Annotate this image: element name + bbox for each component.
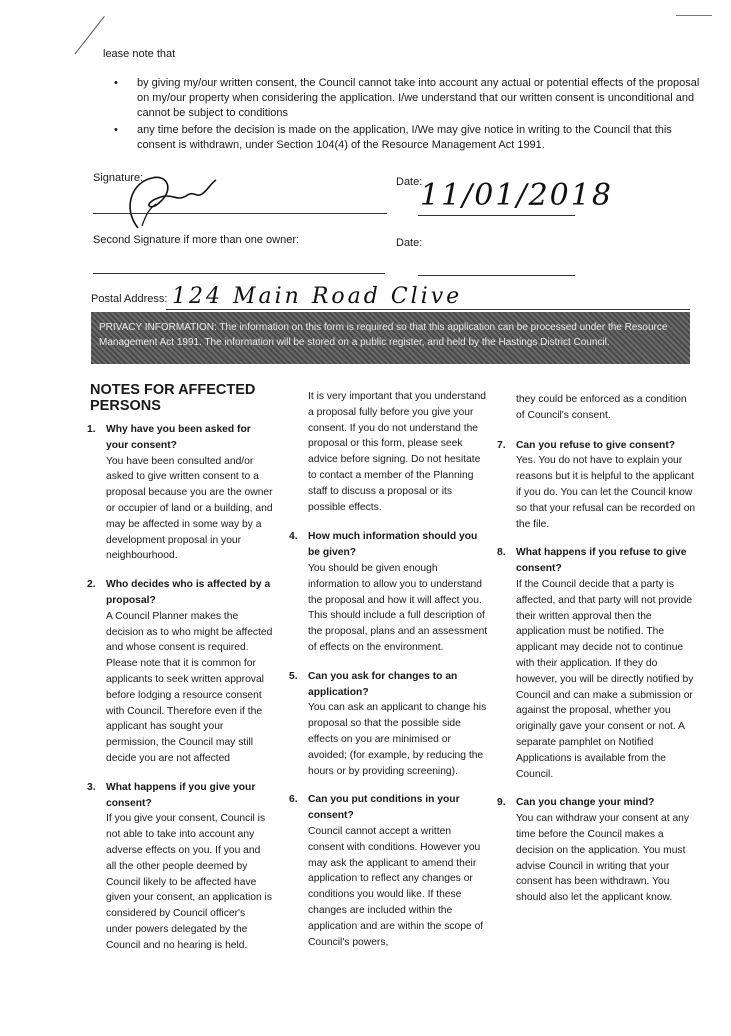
scan-line <box>676 15 712 16</box>
date-label: Date: <box>396 176 423 188</box>
postal-address-value: 124 Main Road Clive <box>172 284 463 309</box>
note-answer: You have been consulted and/or asked to give written consent to a proposal because you are the owner or occupier of land or a building, and may be affected in some way by a development proposal in your neighbourhood. <box>106 455 273 562</box>
note-item <box>87 577 273 767</box>
note-item <box>289 529 488 655</box>
consent-conditions-list <box>110 76 702 155</box>
note-number: 6. <box>289 794 298 806</box>
note-continuation: they could be enforced as a condition of Council's consent. <box>516 394 687 421</box>
note-question: Can you change your mind? <box>516 797 655 809</box>
note-answer: If you give your consent, Council is not able to take into account any adverse effects on you. If you and all the other people deemed by Council likely to be affected have given your consent, an application is considered by Council officer's under powers delegated by the Council and no hearing is held. <box>106 813 272 951</box>
privacy-banner <box>91 312 690 364</box>
scan-stroke <box>74 16 104 54</box>
note-item <box>87 780 273 954</box>
note-number: 7. <box>497 439 506 451</box>
consent-condition-item: • by giving my/our written consent, the Council cannot take into account any actual or potential effects of the proposal on my/our property when considering the application. I/we understand that our written consent is unconditional and cannot be subject to conditions <box>110 76 702 121</box>
note-number: 4. <box>289 531 298 543</box>
postal-address-line <box>166 309 690 310</box>
note-question: What happens if you refuse to give consent? <box>516 547 687 575</box>
note-item <box>289 669 488 780</box>
intro-text: lease note that <box>103 48 176 60</box>
signature-scribble <box>112 168 222 234</box>
privacy-text: The information on this form is required so that this application can be processed under the Resource Management Act 1991. The information will be stored on a public register, and held by the Hastings District Council. <box>99 322 668 348</box>
date-line <box>418 215 575 216</box>
notes-column-1 <box>87 382 273 967</box>
note-number: 8. <box>497 547 506 559</box>
note-question: How much information should you be given? <box>308 531 478 559</box>
notes-column-2 <box>289 389 488 963</box>
note-question: Can you ask for changes to an application? <box>308 670 458 698</box>
note-answer: You should be given enough information to allow you to understand the proposal and how it will affect you. This should include a full description of the proposal, plans and an assessment of effects on the environment. <box>308 562 488 653</box>
note-item <box>289 792 488 950</box>
note-item <box>497 795 696 906</box>
note-answer: Yes. You do not have to explain your reasons but it is helpful to the applicant if you do. You can let the Council know so that your refusal can be recorded on the file. <box>516 455 696 530</box>
note-question: What happens if you give your consent? <box>106 781 256 809</box>
notes-heading: NOTES FOR AFFECTED PERSONS <box>90 382 256 414</box>
note-number: 1. <box>87 424 96 435</box>
note-answer: You can withdraw your consent at any time before the Council makes a decision on the application. You must advise Council in writing that your consent has been withdrawn. You should also let the applicant know. <box>516 813 690 904</box>
second-signature-line <box>93 273 385 274</box>
note-question: Who decides who is affected by a proposal? <box>106 579 271 606</box>
note-answer: You can ask an applicant to change his proposal so that the possible side effects on you are minimised or avoided; (for example, by reducing the hours or by providing screening). <box>308 702 487 777</box>
signature-label: Signature: <box>93 172 144 184</box>
consent-condition-item: • any time before the decision is made on the application, I/We may give notice in writing to the Council that this consent is withdrawn, under Section 104(4) of the Resource Management Act 1991. <box>110 123 702 153</box>
note-number: 3. <box>87 781 96 793</box>
note-number: 9. <box>497 797 506 809</box>
second-date-label: Date: <box>396 237 423 249</box>
note-item <box>497 438 696 533</box>
note-number: 5. <box>289 670 298 682</box>
postal-address-label: Postal Address: <box>91 293 168 305</box>
note-item <box>497 545 696 782</box>
notes-column-3 <box>497 392 696 919</box>
note-continuation: It is very important that you understand a proposal fully before you give your consent. If you do not understand the proposal or this form, please seek advice before signing. Do not hesitate to contact a member of the Planning staff to discuss a proposal or its possible effects. <box>308 391 486 513</box>
note-question: Why have you been asked for your consent? <box>106 424 251 451</box>
privacy-title: PRIVACY INFORMATION: <box>99 322 217 333</box>
signature-line <box>93 213 387 214</box>
note-question: Can you refuse to give consent? <box>516 439 676 451</box>
note-answer: Council cannot accept a written consent with conditions. However you may ask the applicant to amend their application to reflect any changes or conditions you would like. If these changes are included within the application and are within the scope of Council's powers, <box>308 825 484 948</box>
note-answer: A Council Planner makes the decision as to who might be affected and whose consent is required. Please note that it is common for applicants to seek written approval before lodging a resource consent with Council. Therefore even if the applicant has sought your permission, the Council may still decide you are not affected <box>106 610 273 764</box>
note-number: 2. <box>87 579 96 591</box>
second-date-line <box>418 275 575 276</box>
note-question: Can you put conditions in your consent? <box>308 794 460 822</box>
note-item <box>87 422 273 564</box>
date-value: 11/01/2018 <box>420 178 613 213</box>
second-signature-label: Second Signature if more than one owner: <box>93 234 300 246</box>
note-answer: If the Council decide that a party is affected, and that party will not provide their written approval then the application must be notified. The applicant may decide not to continue with their application. If they do however, you will be directly notified by Council and can make a submission or against the proposal, whether you originally gave your consent or not. A separate pamphlet on Notified Applications is available from the Council. <box>516 578 694 780</box>
